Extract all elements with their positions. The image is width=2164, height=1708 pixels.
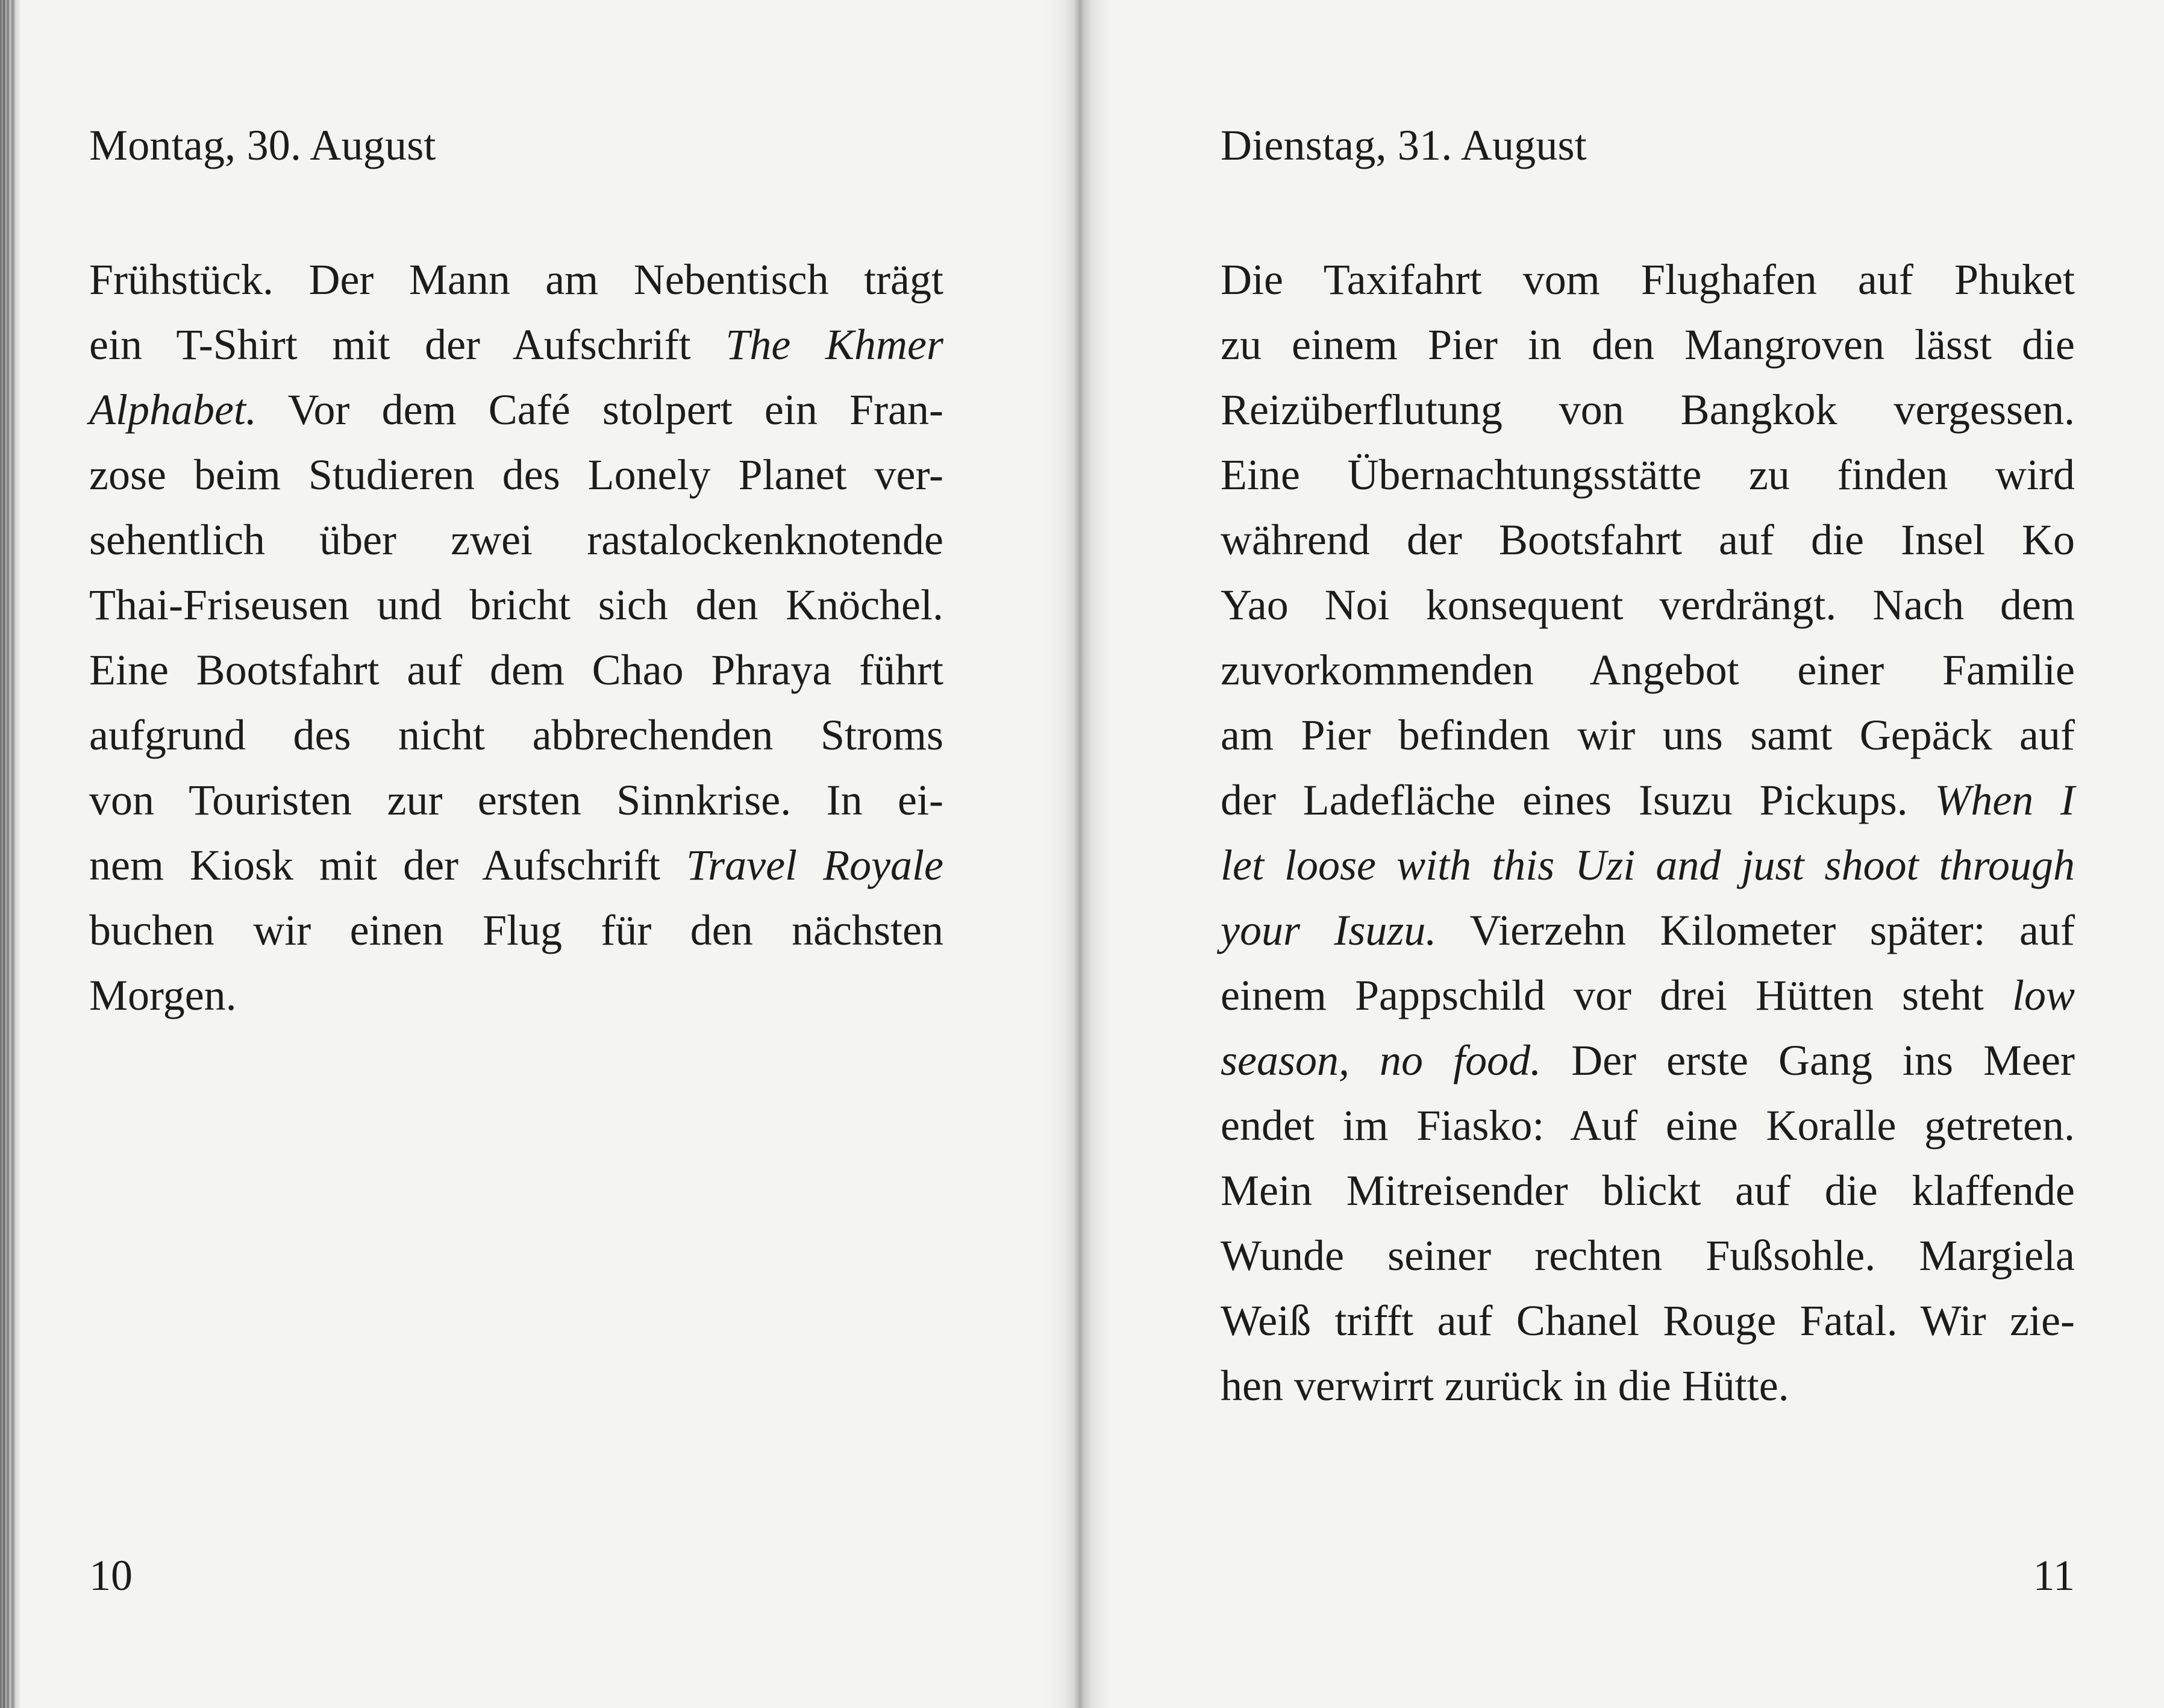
italic-phrase: Alphabet.: [89, 386, 257, 434]
text-line: Die Taxifahrt vom Flughafen auf Phuket: [1221, 255, 2075, 304]
text-line: hen verwirrt zurück in die Hütte.: [1221, 1362, 1789, 1410]
italic-phrase: season, no food.: [1221, 1036, 1542, 1084]
text-line: Reizüberflutung von Bangkok vergessen.: [1221, 386, 2075, 434]
book-gutter: [1045, 0, 1112, 1708]
text-line: Wunde seiner rechten Fußsohle. Margiela: [1221, 1231, 2075, 1280]
left-page-number: 10: [89, 1551, 133, 1600]
text-line: der Ladefläche eines Isuzu Pickups. When I: [1221, 776, 2075, 824]
text-line: sehentlich über zwei rastalockenknotende: [89, 516, 943, 564]
italic-phrase: When I: [1934, 776, 2075, 824]
italic-phrase: The Khmer: [725, 321, 944, 369]
book-edge: [0, 0, 20, 1708]
text-line: Frühstück. Der Mann am Nebentisch trägt: [89, 255, 943, 304]
text-line: aufgrund des nicht abbrechenden Stroms: [89, 711, 943, 759]
text-line: ein T-Shirt mit der Aufschrift The Khmer: [89, 321, 944, 369]
text-line: endet im Fiasko: Auf eine Koralle getreten.: [1221, 1101, 2075, 1150]
text-line: während der Bootsfahrt auf die Insel Ko: [1221, 516, 2075, 564]
text-line: zuvorkommenden Angebot einer Familie: [1221, 646, 2075, 694]
right-page-number: 11: [2033, 1551, 2075, 1600]
text-line: nem Kiosk mit der Aufschrift Travel Royale: [89, 841, 943, 889]
text-line: zu einem Pier in den Mangroven lässt die: [1221, 321, 2075, 369]
italic-phrase: let loose with this Uzi and just shoot through: [1221, 841, 2075, 889]
text-line: einem Pappschild vor drei Hütten steht low: [1221, 971, 2075, 1019]
text-line: Mein Mitreisender blickt auf die klaffende: [1221, 1166, 2075, 1215]
text-line: Eine Bootsfahrt auf dem Chao Phraya führt: [89, 646, 943, 694]
text-line: [1221, 833, 2075, 898]
text-line: season, no food. Der erste Gang ins Meer: [1221, 1036, 2075, 1084]
right-page: [1221, 0, 2075, 1708]
text-line: zose beim Studieren des Lonely Planet ver-: [89, 451, 943, 499]
left-page-date: Montag, 30. August: [89, 121, 436, 169]
left-page-body: [89, 247, 943, 1028]
text-line: Morgen.: [89, 971, 237, 1019]
text-line: Eine Übernachtungsstätte zu finden wird: [1221, 451, 2075, 499]
right-page-date: Dienstag, 31. August: [1221, 121, 1587, 169]
text-line: Alphabet. Vor dem Café stolpert ein Fran-: [89, 386, 943, 434]
right-page-body: [1221, 247, 2075, 1418]
text-line: am Pier befinden wir uns samt Gepäck auf: [1221, 711, 2075, 759]
italic-phrase: Travel Royale: [686, 841, 943, 889]
left-page: [89, 0, 943, 1708]
text-line: Weiß trifft auf Chanel Rouge Fatal. Wir zie-: [1221, 1297, 2075, 1345]
text-line: your Isuzu. Vierzehn Kilometer später: auf: [1221, 906, 2075, 954]
text-line: buchen wir einen Flug für den nächsten: [89, 906, 943, 954]
text-line: von Touristen zur ersten Sinnkrise. In ei-: [89, 776, 943, 824]
italic-phrase: your Isuzu.: [1221, 906, 1437, 954]
text-line: Thai-Friseusen und bricht sich den Knöchel.: [89, 581, 943, 629]
italic-phrase: low: [2012, 971, 2075, 1019]
text-line: Yao Noi konsequent verdrängt. Nach dem: [1221, 581, 2075, 629]
